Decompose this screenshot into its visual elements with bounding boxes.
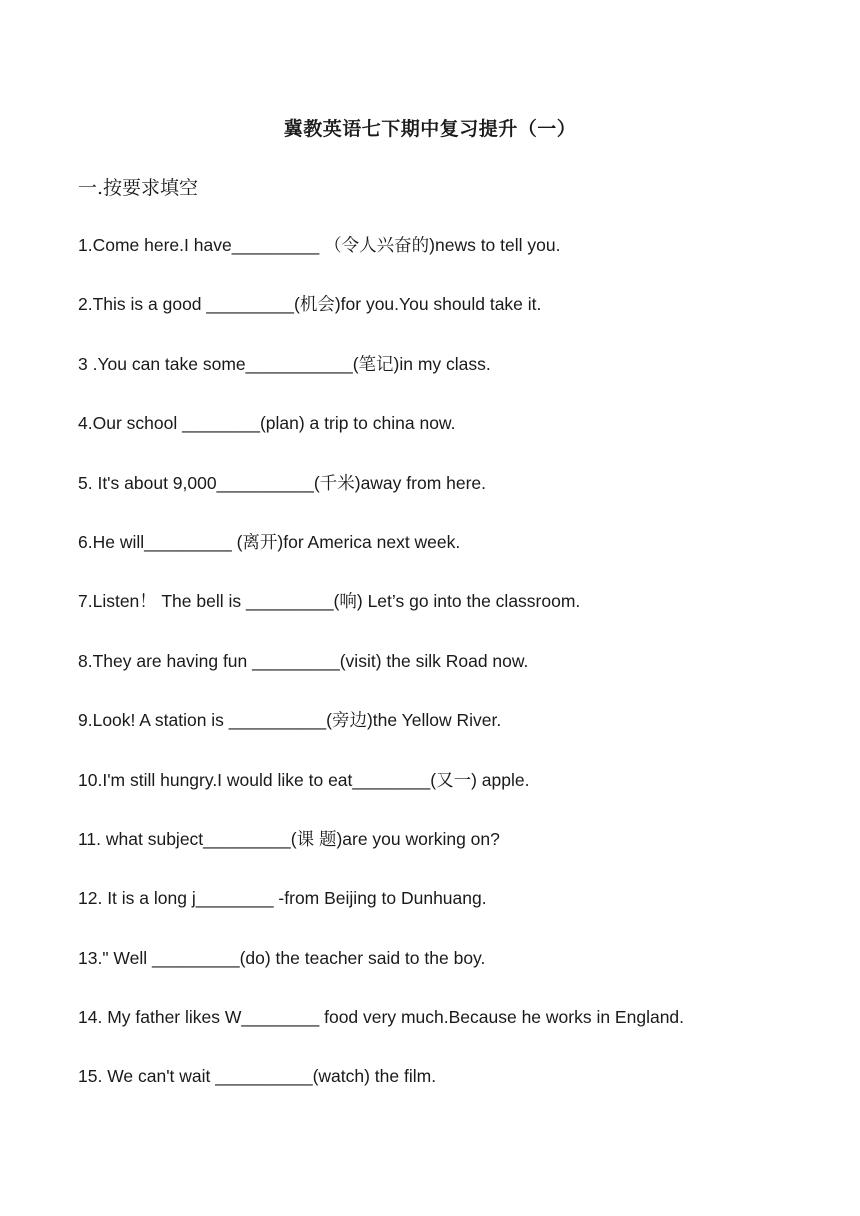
question-item: 8.They are having fun _________(visit) the silk Road now. (78, 650, 529, 671)
question-item: 13." Well _________(do) the teacher said to the boy. (78, 947, 486, 968)
question-item: 6.He will_________ (离开)for America next week. (78, 531, 461, 552)
question-item: 3 .You can take some___________(笔记)in my class. (78, 353, 491, 374)
question-item: 12. It is a long j________ -from Beijing to Dunhuang. (78, 888, 487, 909)
question-item: 11. what subject_________(课 题)are you working on? (78, 828, 500, 849)
question-item: 4.Our school ________(plan) a trip to china now. (78, 413, 456, 434)
question-item: 15. We can't wait __________(watch) the film. (78, 1066, 437, 1087)
question-item: 7.Listen！ The bell is _________(响) Let’s go into the classroom. (78, 591, 581, 612)
question-item: 14. My father likes W________ food very much.Because he works in England. (78, 1007, 685, 1028)
question-item: 5. It's about 9,000__________(千米)away from here. (78, 472, 487, 493)
question-list (78, 232, 818, 1123)
question-item: 9.Look! A station is __________(旁边)the Yellow River. (78, 710, 502, 731)
page-title: 冀教英语七下期中复习提升（一） (283, 118, 577, 140)
question-item: 2.This is a good _________(机会)for you.You should take it. (78, 294, 542, 315)
section-heading: 一.按要求填空 (78, 177, 199, 199)
question-item: 10.I'm still hungry.I would like to eat________(又一) apple. (78, 769, 530, 790)
question-item: 1.Come here.I have_________ （令人兴奋的)news to tell you. (78, 235, 561, 255)
